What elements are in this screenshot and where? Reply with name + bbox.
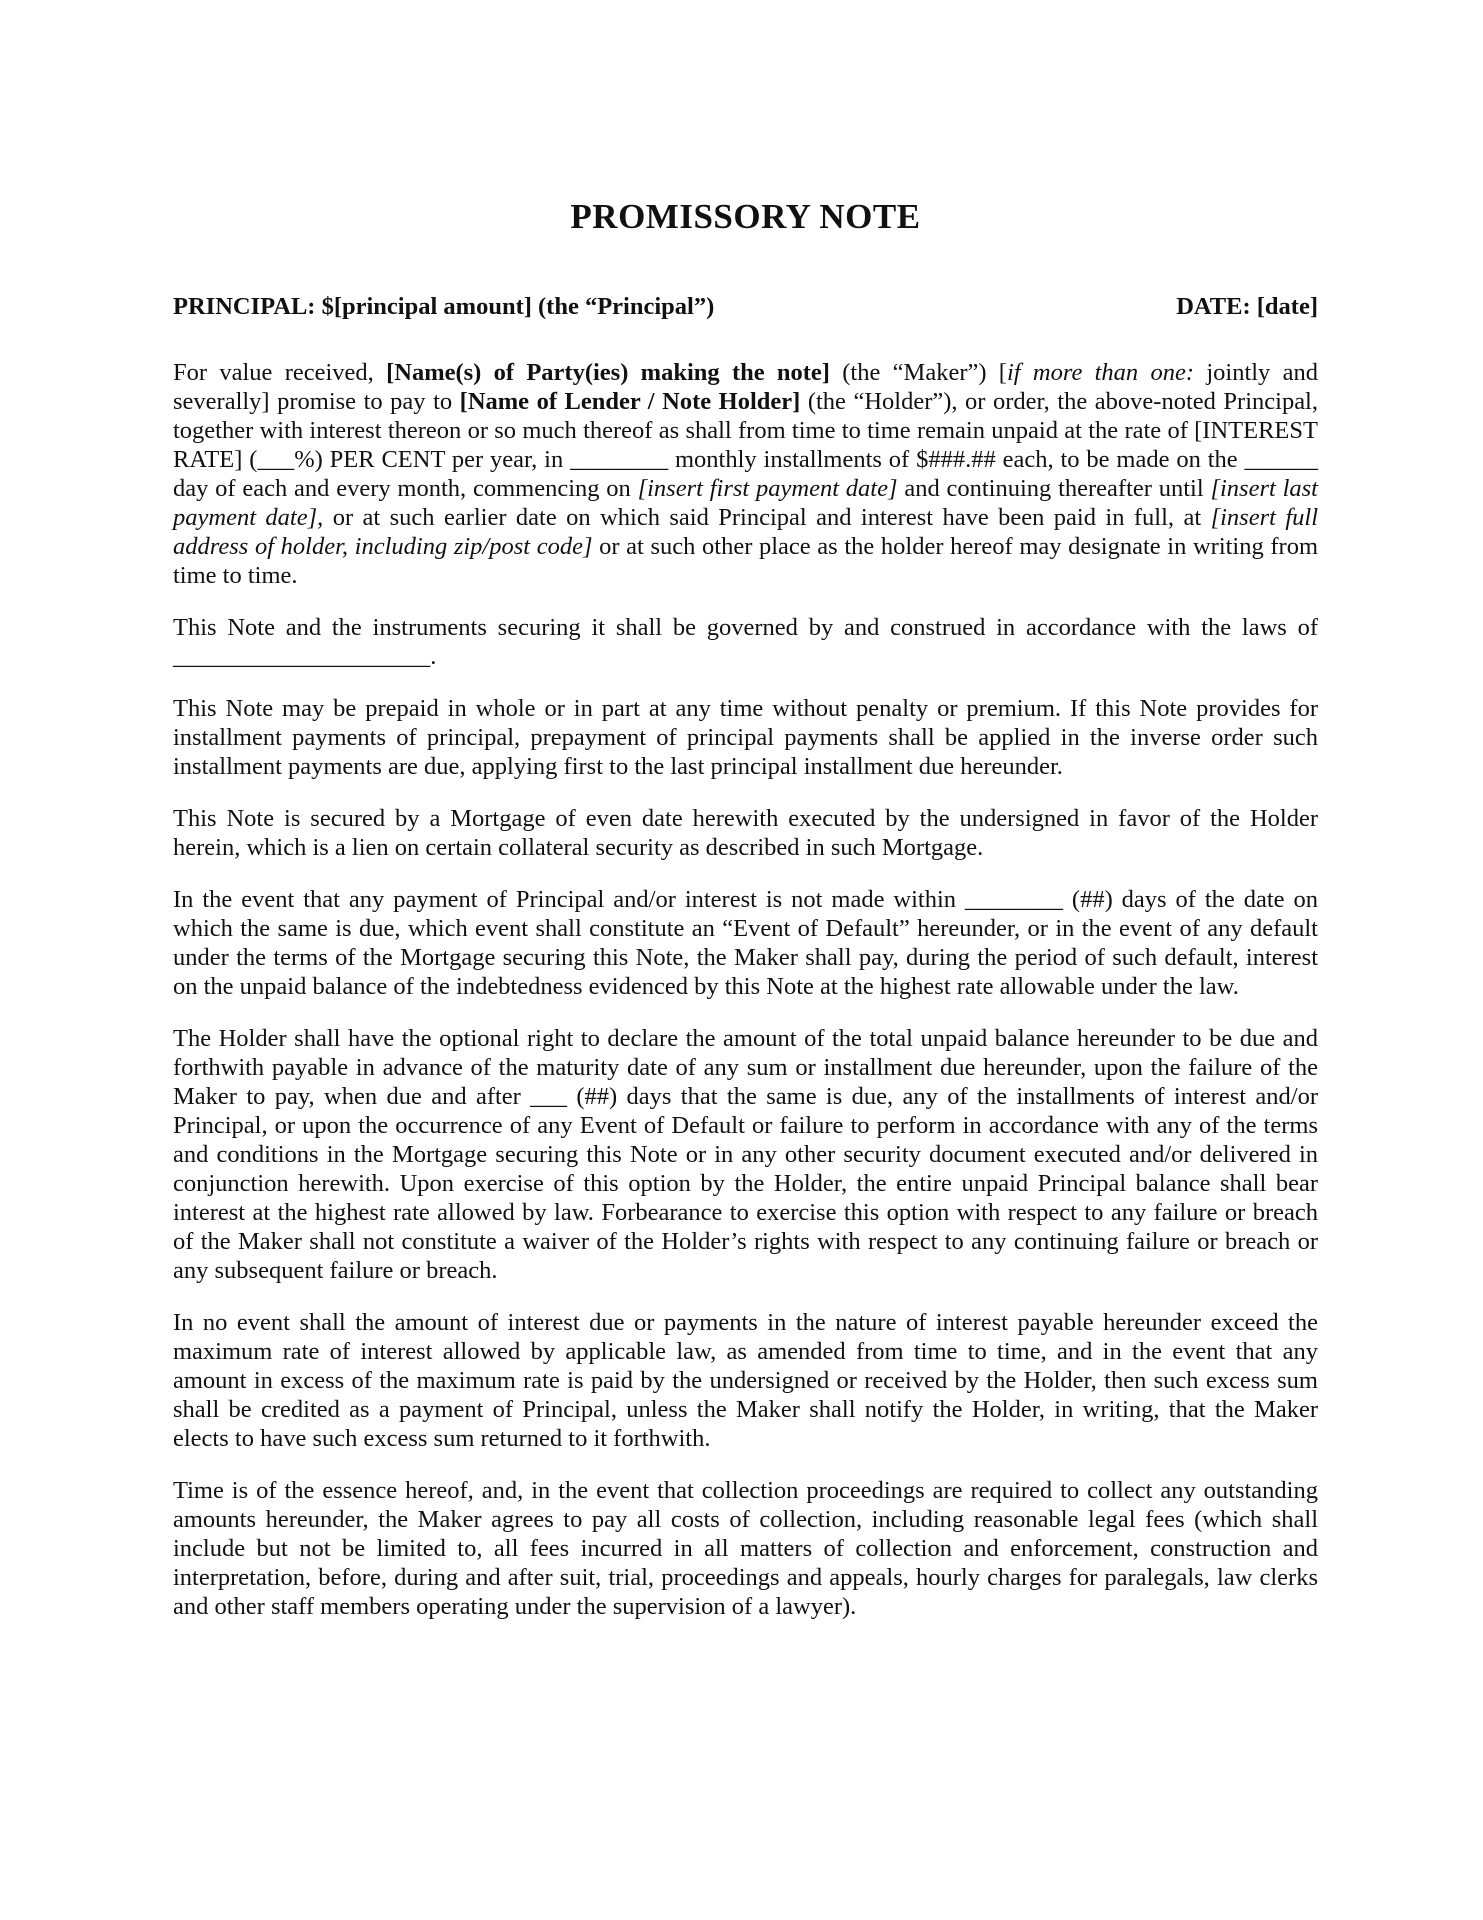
text-segment: [Name(s) of Party(ies) making the note] <box>386 359 830 386</box>
principal-field <box>173 292 714 321</box>
date-value: [date] <box>1256 293 1318 320</box>
paragraph <box>173 613 1318 671</box>
text-segment: (the “Maker”) [ <box>829 359 1007 386</box>
page-title: PROMISSORY NOTE <box>570 197 921 236</box>
text-segment: This Note and the instruments securing it shall be governed by and construed in accordance with the laws of _____________________. <box>173 614 1318 670</box>
principal-date-row <box>173 292 1318 321</box>
paragraph <box>173 694 1318 781</box>
text-segment: [insert first payment date] <box>637 475 898 502</box>
text-segment: In the event that any payment of Principal and/or interest is not made within ________ (##) days of the date on which the same is due, which event shall constitute an “Event of Default” hereunder, or in the event of any default under the terms of the Mortgage securing this Note, the Maker shall pay, during the period of such default, interest on the unpaid balance of the indebtedness evidenced by this Note at the highest rate allowable under the law. <box>173 886 1318 1000</box>
text-segment: , or at such earlier date on which said Principal and interest have been paid in full, at <box>317 504 1211 531</box>
text-segment: if more than one: <box>1006 359 1195 386</box>
text-segment: [insert last payment date] <box>173 475 1318 531</box>
paragraph <box>173 1308 1318 1453</box>
paragraph <box>173 1476 1318 1621</box>
text-segment: The Holder shall have the optional right to declare the amount of the total unpaid balance hereunder to be due and forthwith payable in advance of the maturity date of any sum or installment due hereunder, upon the failure of the Maker to pay, when due and after ___ (##) days that the same is due, any of the installments of interest and/or Principal, or upon the occurrence of any Event of Default or failure to perform in accordance with any of the terms and conditions in the Mortgage securing this Note or in any other security document executed and/or delivered in conjunction herewith. Upon exercise of this option by the Holder, the entire unpaid Principal balance shall bear interest at the highest rate allowed by law. Forbearance to exercise this option with respect to any failure or breach of the Maker shall not constitute a waiver of the Holder’s rights with respect to any continuing failure or breach or any subsequent failure or breach. <box>173 1025 1318 1284</box>
date-field <box>1176 292 1318 321</box>
text-segment: For value received, <box>173 359 387 386</box>
text-segment: [Name of Lender / Note Holder] <box>459 388 801 415</box>
text-segment: This Note may be prepaid in whole or in part at any time without penalty or premium. If this Note provides for installment payments of principal, prepayment of principal payments shall be applied in the inverse order such installment payments are due, applying first to the last principal installment due hereunder. <box>173 695 1318 780</box>
paragraph <box>173 358 1318 590</box>
text-segment: (the “Holder”), or order, the above-noted Principal, together with interest thereon or so much thereof as shall from time to time remain unpaid at the rate of [INTEREST RATE] (___%) PER CENT per year, in ________ monthly installments of $###.## each, to be made on the ______ day of each and every month, commencing on <box>173 388 1318 502</box>
date-label: DATE: <box>1176 293 1257 320</box>
text-segment: [insert full address of holder, including zip/post code] <box>173 504 1318 560</box>
text-segment: This Note is secured by a Mortgage of even date herewith executed by the undersigned in favor of the Holder herein, which is a lien on certain collateral security as described in such Mortgage. <box>173 805 1318 861</box>
paragraph <box>173 804 1318 862</box>
principal-value: $[principal amount] (the “Principal”) <box>321 293 715 320</box>
text-segment: Time is of the essence hereof, and, in the event that collection proceedings are required to collect any outstanding amounts hereunder, the Maker agrees to pay all costs of collection, including reasonable legal fees (which shall include but not be limited to, all fees incurred in all matters of collection and enforcement, construction and interpretation, before, during and after suit, trial, proceedings and appeals, hourly charges for paralegals, law clerks and other staff members operating under the supervision of a lawyer). <box>173 1477 1318 1620</box>
paragraph <box>173 1024 1318 1285</box>
text-segment: jointly and severally] promise to pay to <box>173 359 1318 415</box>
paragraphs <box>173 358 1318 1621</box>
text-segment: In no event shall the amount of interest due or payments in the nature of interest payable hereunder exceed the maximum rate of interest allowed by applicable law, as amended from time to time, and in the event that any amount in excess of the maximum rate is paid by the undersigned or received by the Holder, then such excess sum shall be credited as a payment of Principal, unless the Maker shall notify the Holder, in writing, that the Maker elects to have such excess sum returned to it forthwith. <box>173 1309 1318 1452</box>
paragraph <box>173 885 1318 1001</box>
principal-label: PRINCIPAL: <box>173 293 322 320</box>
text-segment: and continuing thereafter until <box>897 475 1211 502</box>
text-segment: or at such other place as the holder hereof may designate in writing from time to time. <box>173 533 1318 589</box>
